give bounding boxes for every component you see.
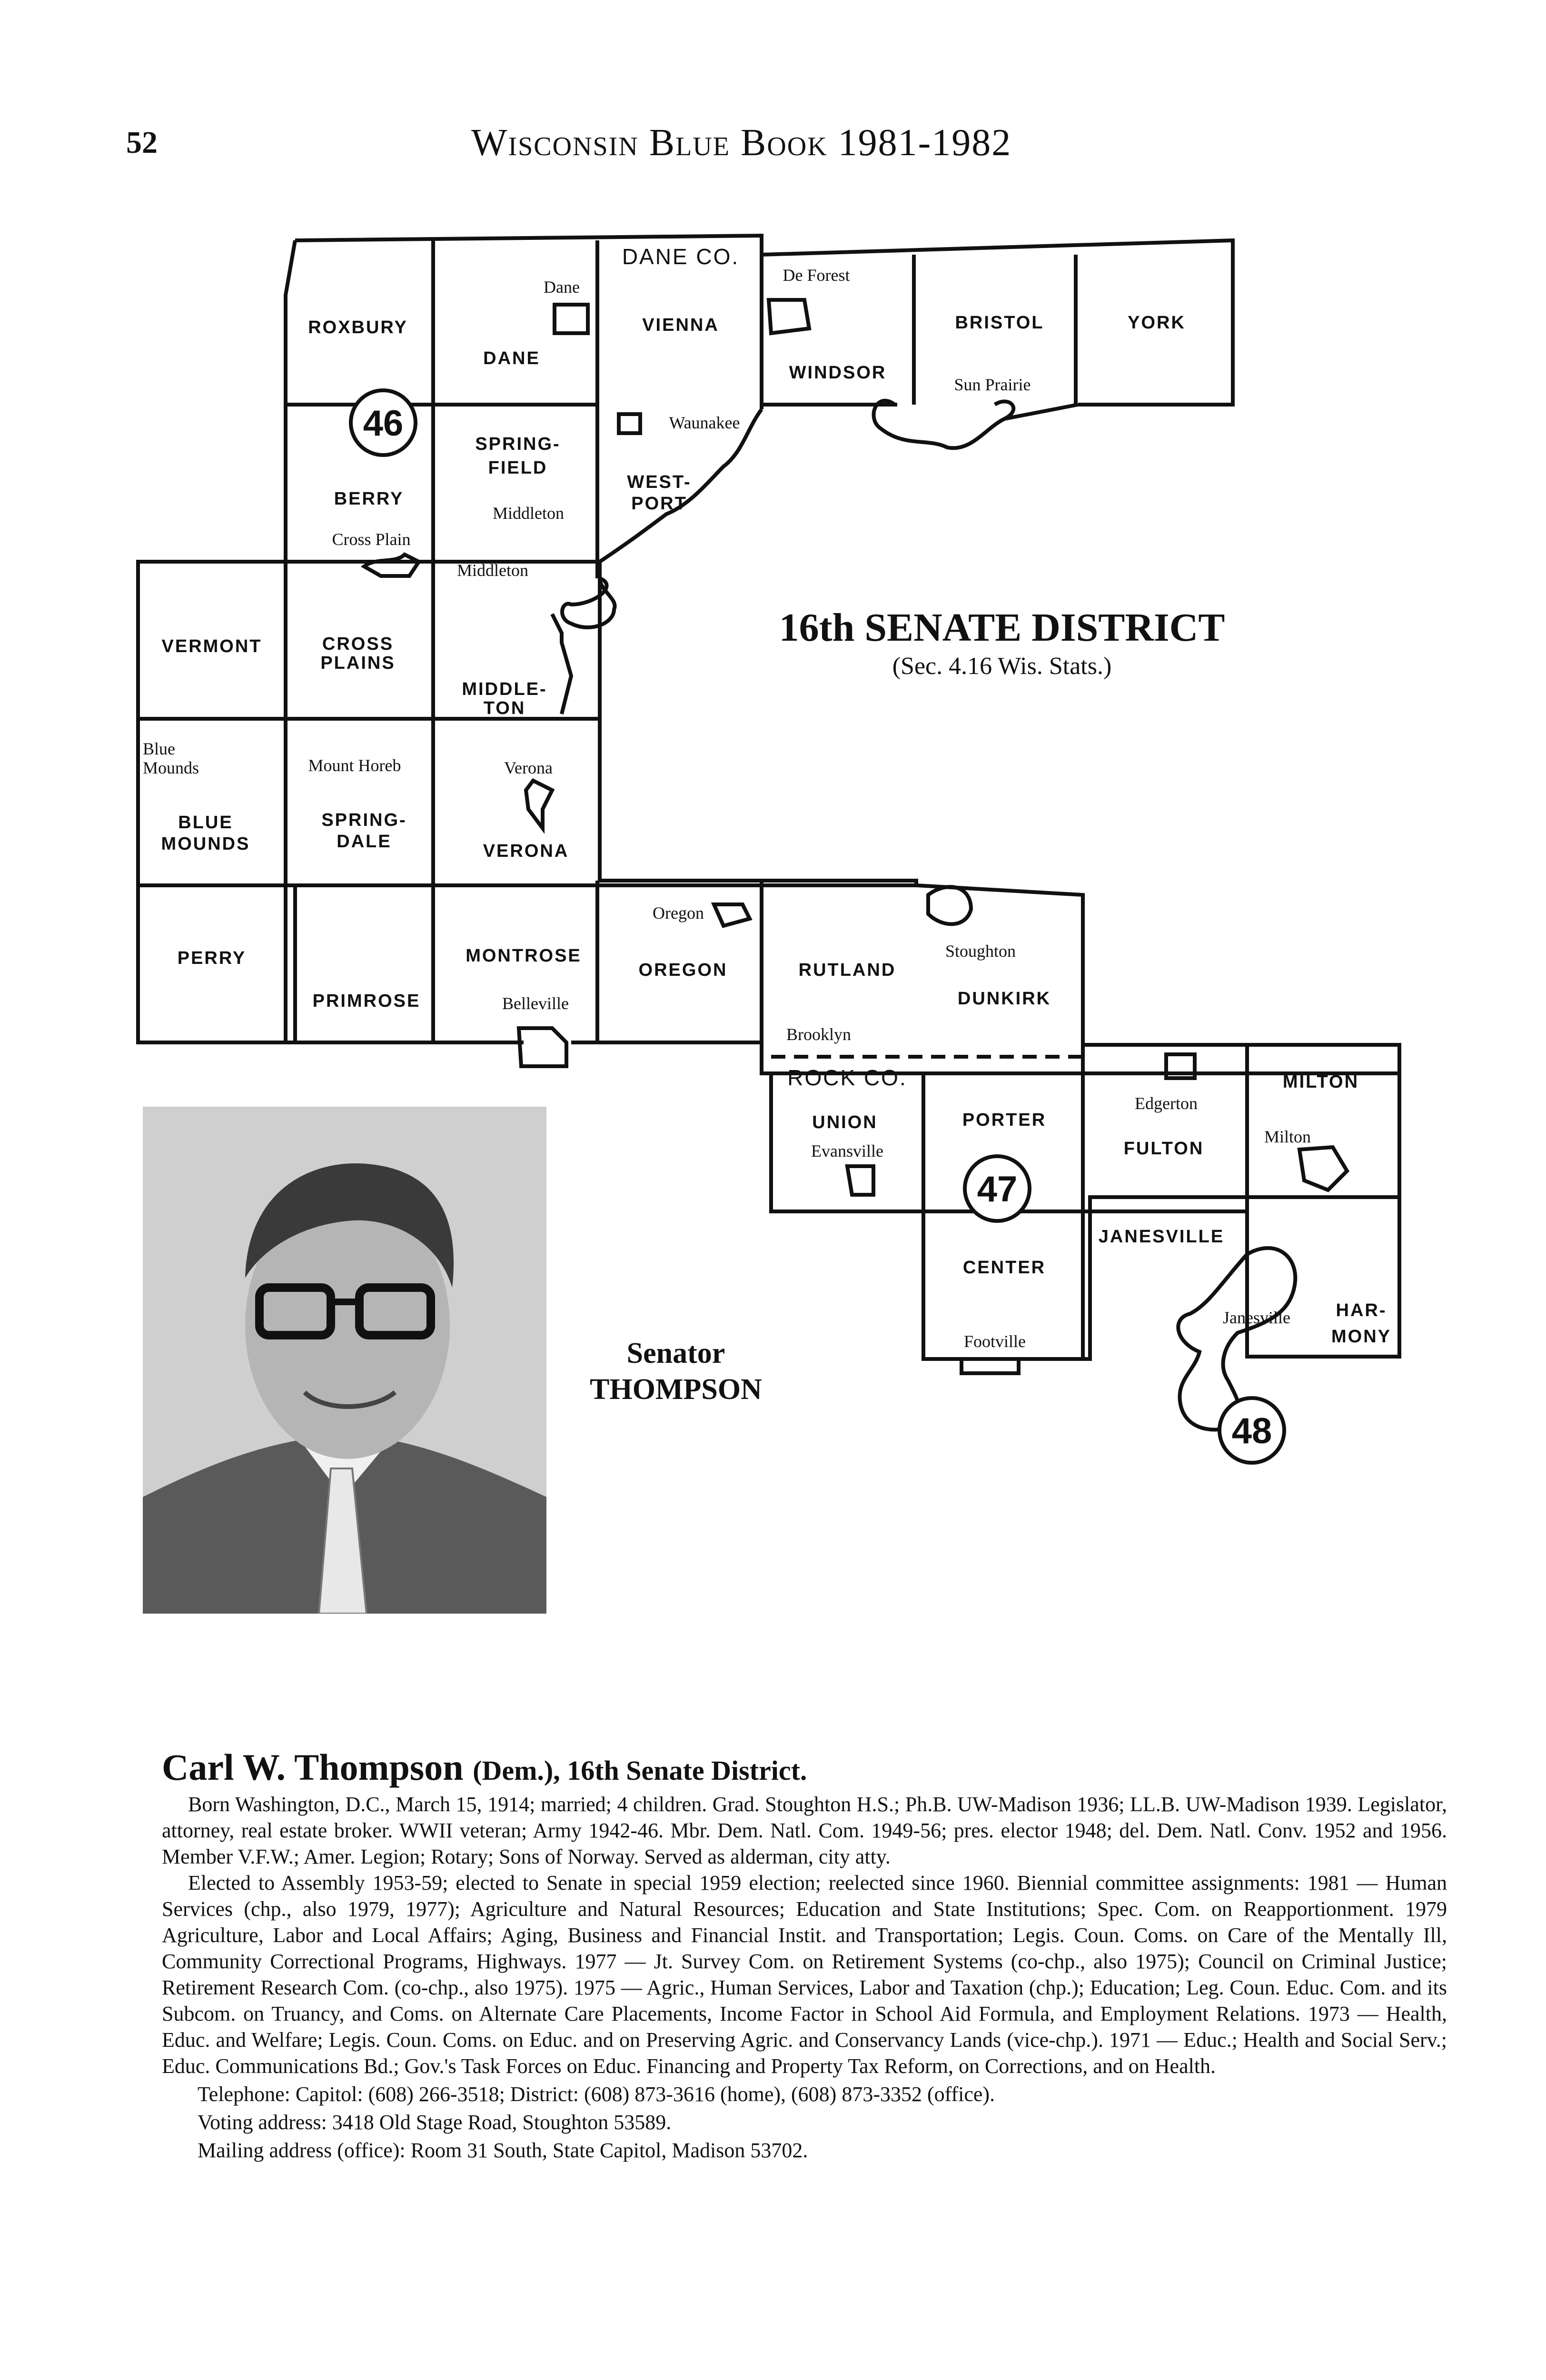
city-footville: Footville xyxy=(963,1332,1026,1351)
town-springdale-2: DALE xyxy=(337,832,392,852)
town-center: CENTER xyxy=(962,1258,1046,1278)
town-harmony-2: MONY xyxy=(1331,1327,1391,1347)
city-dane: Dane xyxy=(544,278,580,297)
assembly-district-46: 46 xyxy=(363,403,404,444)
city-de-forest: De Forest xyxy=(783,266,850,285)
town-windsor: WINDSOR xyxy=(789,363,887,383)
town-vienna: VIENNA xyxy=(642,315,719,335)
map-title: 16th SENATE DISTRICT xyxy=(779,605,1225,650)
town-primrose: PRIMROSE xyxy=(312,991,421,1011)
photo-caption xyxy=(533,1335,819,1408)
assembly-district-47: 47 xyxy=(977,1169,1018,1210)
city-oregon: Oregon xyxy=(653,903,704,922)
bio-heading xyxy=(162,1747,1447,1791)
town-springfield-2: FIELD xyxy=(488,458,548,478)
city-evansville: Evansville xyxy=(811,1141,883,1160)
contact-info xyxy=(198,2081,1447,2163)
bio-paragraph-personal: Born Washington, D.C., March 15, 1914; married; 4 children. Grad. Stoughton H.S.; Ph.B. UW-Madison 1936; LL.B. UW-Madison 1939. Legislator, attorney, real estate broker. WWII veteran; Army 1942-46. Mbr. Dem. Natl. Com. 1949-56; pres. elector 1948; del. Dem. Natl. Conv. 1952 and 1956. Member V.F.W.; Amer. Legion; Rotary; Sons of Norway. Served as alderman, city atty. xyxy=(162,1793,1447,1868)
city-belleville: Belleville xyxy=(502,994,569,1013)
town-bristol: BRISTOL xyxy=(955,313,1044,333)
voting-address: Voting address: 3418 Old Stage Road, Stoughton 53589. xyxy=(198,2111,672,2134)
senator-name: Carl W. Thompson xyxy=(162,1746,464,1788)
city-stoughton: Stoughton xyxy=(945,942,1016,961)
town-montrose: MONTROSE xyxy=(466,946,582,966)
town-union: UNION xyxy=(812,1112,878,1132)
town-dunkirk: DUNKIRK xyxy=(957,989,1051,1009)
town-janesville: JANESVILLE xyxy=(1098,1227,1225,1247)
city-verona: Verona xyxy=(504,758,553,777)
page-number: 52 xyxy=(126,125,158,160)
telephone: Telephone: Capitol: (608) 266-3518; District: (608) 873-3616 (home), (608) 873-3352 (office). xyxy=(198,2082,995,2106)
town-harmony-1: HAR- xyxy=(1336,1300,1387,1320)
town-porter: PORTER xyxy=(962,1110,1047,1130)
mailing-address: Mailing address (office): Room 31 South, State Capitol, Madison 53702. xyxy=(198,2139,808,2162)
biography xyxy=(162,1747,1447,2165)
city-mount-horeb: Mount Horeb xyxy=(308,756,401,775)
assembly-district-48: 48 xyxy=(1231,1411,1272,1451)
bio-paragraph-legislative: Elected to Assembly 1953-59; elected to Senate in special 1959 election; reelected since 1960. Biennial committee assignments: 1981 — Human Services (chp., also 1979, 1977); Agriculture and Natural Resources; Education and State Institutions; Spec. Com. on Reapportionment. 1979 Agriculture, Labor and Local Affairs; Aging, Business and Financial Instit. and Transportation; Legis. Coun. Coms. on Care of the Mentally Ill, Community Correctional Programs, Highways. 1977 — Jt. Survey Com. on Retirement Systems (co-chp., also 1975); Council on Criminal Justice; Retirement Research Com. (co-chp., also 1975). 1975 — Agric., Human Services, Labor and Taxation (chp.); Education; Leg. Coun. Educ. Com. and its Subcom. on Truancy, and Coms. on Alternate Care Placements, Income Factor in School Aid Formula, and Employment Relations. 1973 — Health, Educ. and Welfare; Legis. Coun. Coms. on Educ. and on Preserving Agric. and Conservancy Lands (vice-chp.). 1971 — Educ.; Health and Social Serv.; Educ. Communications Bd.; Gov.'s Task Forces on Educ. Financing and Property Tax Reform, on Corrections, and on Health. xyxy=(162,1871,1447,2078)
city-milton: Milton xyxy=(1264,1127,1311,1146)
senator-affiliation: (Dem.), 16th Senate District. xyxy=(473,1755,807,1786)
caption-name: THOMPSON xyxy=(590,1373,762,1406)
city-middleton-village: Middleton xyxy=(493,504,564,523)
town-middleton-2: TON xyxy=(483,698,526,718)
town-cross-plains-2: PLAINS xyxy=(320,653,396,673)
county-label-rock: ROCK CO. xyxy=(787,1065,907,1090)
town-springdale-1: SPRING- xyxy=(321,810,407,830)
town-westport-1: WEST- xyxy=(627,472,692,492)
town-dane: DANE xyxy=(483,348,540,368)
town-perry: PERRY xyxy=(177,948,247,968)
city-sun-prairie: Sun Prairie xyxy=(954,375,1031,394)
city-middleton: Middleton xyxy=(457,561,528,580)
town-verona: VERONA xyxy=(483,841,569,861)
town-fulton: FULTON xyxy=(1123,1139,1204,1159)
town-westport-2: PORT xyxy=(631,494,687,514)
caption-title: Senator xyxy=(626,1337,725,1369)
town-springfield-1: SPRING- xyxy=(475,434,561,454)
town-berry: BERRY xyxy=(334,489,404,509)
town-cross-plains-1: CROSS xyxy=(322,634,394,654)
city-brooklyn: Brooklyn xyxy=(786,1025,852,1044)
city-cross-plain: Cross Plain xyxy=(332,530,411,549)
town-blue-mounds-1: BLUE xyxy=(178,813,233,833)
page-header-title: Wisconsin Blue Book 1981-1982 xyxy=(471,122,1012,164)
town-blue-mounds-2: MOUNDS xyxy=(161,834,250,854)
town-roxbury: ROXBURY xyxy=(308,317,408,337)
city-edgerton: Edgerton xyxy=(1135,1094,1198,1113)
town-milton: MILTON xyxy=(1282,1072,1359,1092)
map-subtitle: (Sec. 4.16 Wis. Stats.) xyxy=(892,653,1112,680)
town-rutland: RUTLAND xyxy=(798,960,896,980)
county-label-dane: DANE CO. xyxy=(622,244,740,269)
town-york: YORK xyxy=(1128,313,1186,333)
town-vermont: VERMONT xyxy=(161,636,262,656)
town-oregon: OREGON xyxy=(638,960,728,980)
city-blue-mounds-2: Mounds xyxy=(143,758,199,777)
city-blue-mounds-1: Blue xyxy=(143,739,175,758)
city-janesville: Janesville xyxy=(1223,1308,1290,1327)
town-middleton-1: MIDDLE- xyxy=(462,679,547,699)
senator-portrait xyxy=(143,1107,546,1614)
city-waunakee: Waunakee xyxy=(669,413,740,432)
